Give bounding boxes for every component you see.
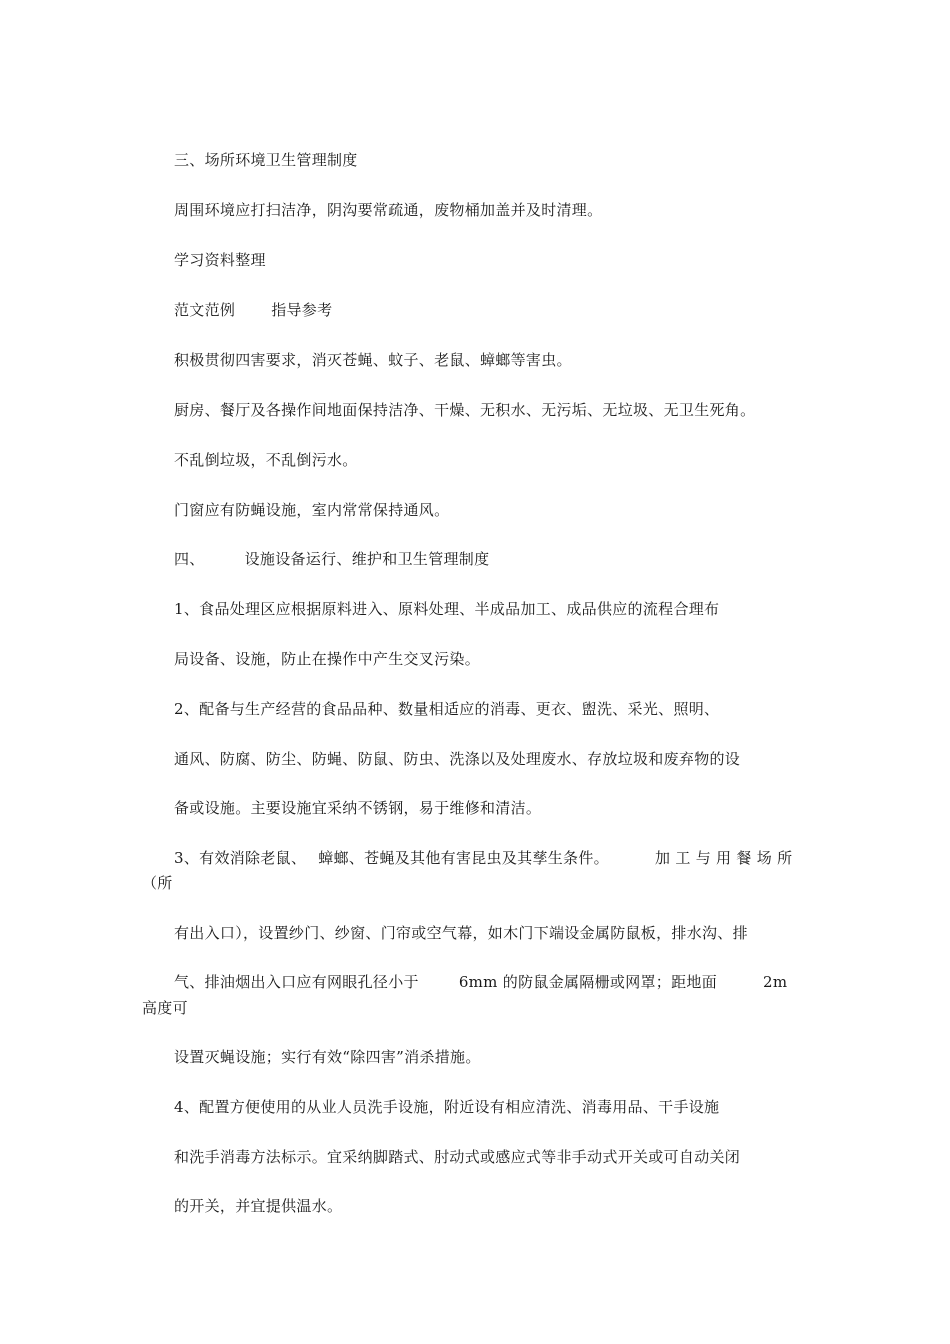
text: 三、场所环境卫生管理制度 — [174, 151, 358, 169]
text: 周围环境应打扫洁净，阴沟要常疏通，废物桶加盖并及时清理。 — [174, 201, 603, 219]
paragraph — [174, 200, 602, 220]
paragraph — [174, 350, 572, 370]
paragraph — [174, 599, 719, 619]
text: 1、食品处理区应根据原料进入、原料处理、半成品加工、成品供应的流程合理布 — [174, 600, 720, 618]
paragraph — [174, 450, 358, 470]
text: 的防鼠金属隔栅或网罩；距地面 — [502, 973, 717, 991]
text: 通风、防腐、防尘、防蝇、防鼠、防虫、洗涤以及处理废水、存放垃圾和废弃物的设 — [174, 750, 741, 768]
text: 高度可 — [142, 999, 188, 1017]
text: 4、配置方便使用的从业人员洗手设施，附近设有相应清洗、消毒用品、干手设施 — [174, 1098, 720, 1116]
text: （所 — [142, 874, 173, 892]
paragraph-wrap — [142, 873, 173, 893]
paragraph — [174, 1147, 740, 1167]
section-heading-3 — [174, 150, 358, 170]
text: 门窗应有防蝇设施，室内常常保持通风。 — [174, 501, 450, 519]
watermark-line — [174, 300, 332, 320]
text: 2m — [763, 973, 788, 991]
paragraph — [174, 500, 449, 520]
paragraph — [174, 1097, 719, 1117]
text: 厨房、餐厅及各操作间地面保持洁净、干燥、无积水、无污垢、无垃圾、无卫生死角。 — [174, 401, 756, 419]
text: 气、排油烟出入口应有网眼孔径小于 — [174, 973, 419, 991]
section-heading-4 — [174, 549, 489, 569]
text: 备或设施。主要设施宜采纳不锈钢，易于维修和清洁。 — [174, 799, 542, 817]
text: 有出入口），设置纱门、纱窗、门帘或空气幕，如木门下端设金属防鼠板，排水沟、排 — [174, 924, 748, 942]
paragraph — [174, 400, 755, 420]
text: 加 工 与 用 餐 场 所 — [654, 849, 793, 867]
text: 不乱倒垃圾，不乱倒污水。 — [174, 451, 358, 469]
paragraph — [174, 649, 480, 669]
paragraph — [174, 699, 719, 719]
text: 积极贯彻四害要求，消灭苍蝇、蚊子、老鼠、蟑螂等害虫。 — [174, 351, 572, 369]
text: 3、有效消除老鼠、 — [174, 849, 307, 867]
paragraph — [174, 749, 740, 769]
text: 和洗手消毒方法标示。宜采纳脚踏式、肘动式或感应式等非手动式开关或可自动关闭 — [174, 1148, 741, 1166]
text: 2、配备与生产经营的食品品种、数量相适应的消毒、更衣、盥洗、采光、照明、 — [174, 700, 720, 718]
text: 范文范例 — [174, 301, 236, 319]
watermark-line — [174, 250, 266, 270]
text: 的开关，并宜提供温水。 — [174, 1197, 343, 1215]
text: 设施设备运行、维护和卫生管理制度 — [244, 550, 490, 568]
text: 四、 — [174, 550, 205, 568]
paragraph — [174, 972, 787, 992]
paragraph — [174, 923, 748, 943]
text: 6mm — [458, 973, 498, 991]
text: 蟑螂、苍蝇及其他有害昆虫及其孳生条件。 — [318, 849, 609, 867]
paragraph — [174, 1196, 342, 1216]
paragraph — [174, 848, 792, 868]
text: 学习资料整理 — [174, 251, 266, 269]
text: 指导参考 — [271, 301, 333, 319]
text: 设置灭蝇设施；实行有效“除四害”消杀措施。 — [174, 1048, 481, 1066]
paragraph — [174, 1047, 481, 1067]
paragraph-wrap — [142, 998, 188, 1018]
text: 局设备、设施，防止在操作中产生交叉污染。 — [174, 650, 481, 668]
paragraph — [174, 798, 541, 818]
